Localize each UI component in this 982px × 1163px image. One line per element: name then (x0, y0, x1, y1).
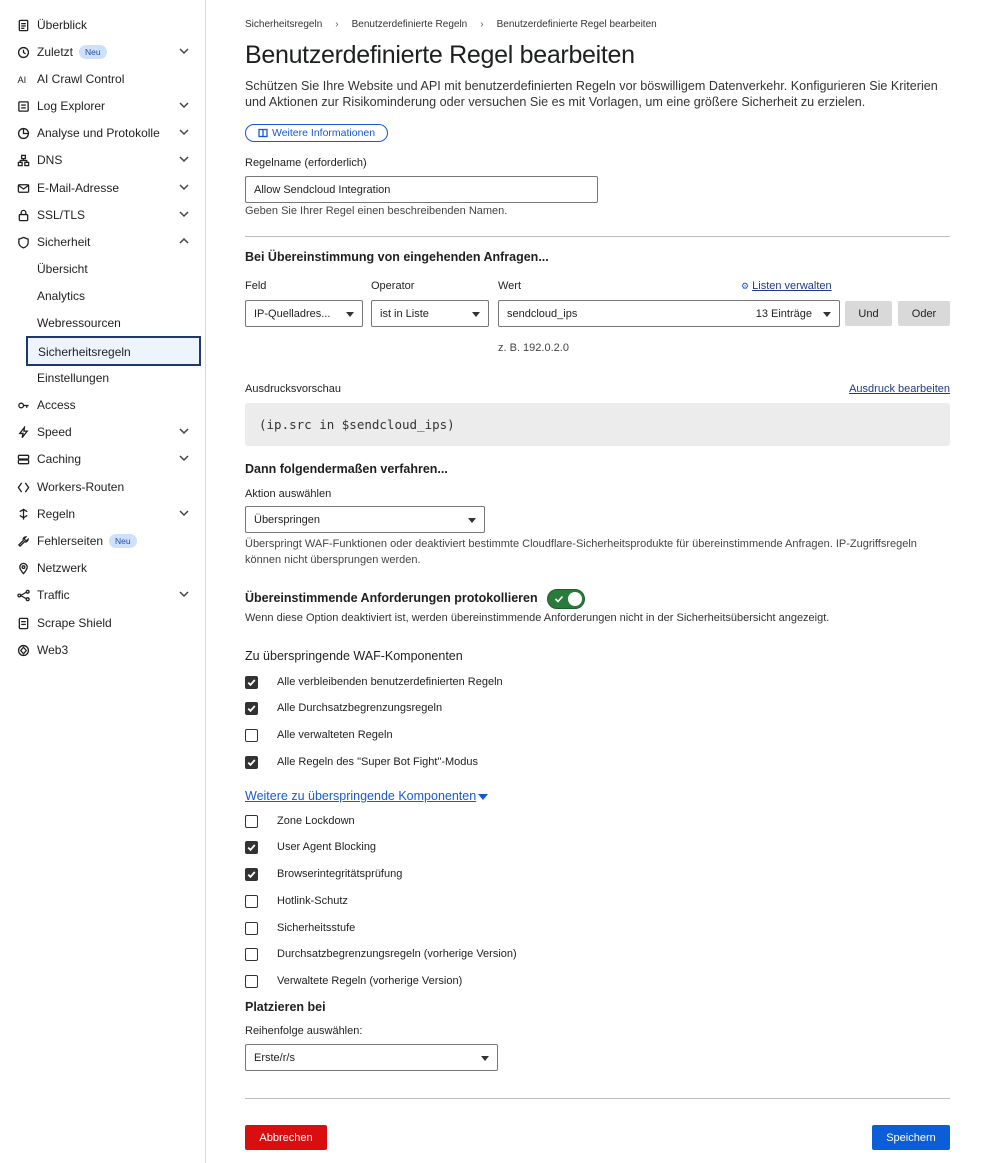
checkbox-row[interactable]: Alle verwalteten Regeln (245, 727, 258, 743)
checkbox[interactable] (245, 841, 258, 854)
sidebar-item-email[interactable] (16, 178, 192, 198)
checkbox-row[interactable]: Alle Durchsatzbegrenzungsregeln (245, 700, 258, 716)
checkbox-row[interactable]: Verwaltete Regeln (vorherige Version) (245, 973, 258, 989)
action-label: Aktion auswählen (245, 488, 332, 500)
bolt-icon (16, 425, 30, 439)
more-components-link[interactable]: Weitere zu überspringende Komponenten (245, 789, 488, 803)
email-icon (16, 181, 30, 195)
checkbox[interactable] (245, 868, 258, 881)
caret-down-icon (468, 518, 476, 523)
history-icon (16, 45, 30, 59)
chevron-down-icon[interactable] (178, 425, 192, 439)
sidebar-item-overview[interactable] (16, 15, 192, 35)
checkbox[interactable] (245, 756, 258, 769)
sidebar-item-label: Netzwerk (37, 561, 88, 575)
sidebar-item-label: Traffic (37, 588, 70, 602)
rule-name-label: Regelname (erforderlich) (245, 157, 367, 169)
sidebar-item-label: Regeln (37, 507, 76, 521)
sidebar-item-label: Zuletzt (37, 45, 74, 59)
traffic-icon (16, 588, 30, 602)
manage-lists-link[interactable]: ⚙ Listen verwalten (741, 280, 832, 292)
breadcrumb-separator: › (480, 19, 484, 30)
sidebar-item-label: Überblick (37, 18, 88, 32)
log-help: Wenn diese Option deaktiviert ist, werden übereinstimmende Anforderungen nicht in der Sicherheitsübersicht angezeigt. (245, 612, 830, 624)
action-help: Überspringt WAF-Funktionen oder deaktiviert bestimmte Cloudflare-Sicherheitsprodukte für übereinstimmende Anfragen. IP-Zugriffsregeln können nicht übersprungen werden. (245, 538, 917, 566)
scrape-icon (16, 616, 30, 630)
sidebar-item-label: Scrape Shield (37, 616, 112, 630)
caret-down-icon (346, 312, 354, 317)
sidebar-item-label: DNS (37, 153, 63, 167)
breadcrumb-separator: › (335, 19, 339, 30)
order-label: Reihenfolge auswählen: (245, 1025, 363, 1037)
caret-down-icon (481, 1056, 489, 1061)
checkbox-row[interactable]: Hotlink-Schutz (245, 893, 258, 909)
checkbox-row[interactable]: Sicherheitsstufe (245, 920, 258, 936)
field-label: Feld (245, 280, 267, 292)
book-icon (258, 128, 268, 138)
checkbox-row[interactable]: Zone Lockdown (245, 813, 258, 829)
chevron-down-icon[interactable] (178, 452, 192, 466)
and-button[interactable]: Und (845, 301, 892, 326)
sidebar-subitem-analytics[interactable]: Analytics (37, 289, 86, 303)
sidebar-item-workers-routes[interactable] (16, 477, 192, 497)
place-heading: Platzieren bei (245, 1000, 326, 1014)
sidebar-item-ssl-tls[interactable] (16, 205, 192, 225)
edit-expression-link[interactable]: Ausdruck bearbeiten (849, 383, 950, 395)
cancel-button[interactable]: Abbrechen (245, 1125, 327, 1150)
expression-preview: (ip.src in $sendcloud_ips) (245, 403, 950, 446)
checkmark-icon (554, 593, 565, 604)
match-heading: Bei Übereinstimmung von eingehenden Anfragen... (245, 250, 549, 264)
log-toggle[interactable] (547, 589, 585, 609)
sidebar-item-recent[interactable] (16, 42, 192, 62)
checkbox-row[interactable]: Browserintegritätsprüfung (245, 866, 258, 882)
or-button[interactable]: Oder (898, 301, 950, 326)
chevron-down-icon[interactable] (178, 181, 192, 195)
caret-down-icon (472, 312, 480, 317)
chevron-down-icon[interactable] (178, 208, 192, 222)
sidebar-item-rules[interactable] (16, 504, 192, 524)
sidebar-subitem-web-assets[interactable]: Webressourcen (37, 316, 121, 330)
value-example: z. B. 192.0.2.0 (498, 342, 569, 354)
sidebar-item-speed[interactable] (16, 422, 192, 442)
sidebar-item-error-pages[interactable] (16, 531, 192, 551)
chevron-down-icon[interactable] (178, 588, 192, 602)
save-button[interactable]: Speichern (872, 1125, 950, 1150)
network-icon (16, 153, 30, 167)
sidebar-item-web3[interactable] (16, 640, 192, 660)
shield-icon (16, 235, 30, 249)
checkbox-row[interactable]: Alle Regeln des "Super Bot Fight"-Modus (245, 754, 258, 770)
new-badge: Neu (109, 534, 137, 548)
sidebar-item-network[interactable] (16, 558, 192, 578)
value-count: 13 Einträge (755, 308, 812, 320)
access-icon (16, 398, 30, 412)
gear-icon: ⚙ (741, 281, 750, 291)
checkbox[interactable] (245, 948, 258, 961)
breadcrumb-item[interactable]: Benutzerdefinierte Regeln (351, 19, 468, 30)
sidebar-subitem-settings[interactable]: Einstellungen (37, 371, 110, 385)
action-heading: Dann folgendermaßen verfahren... (245, 462, 448, 476)
checkbox-row[interactable]: User Agent Blocking (245, 839, 258, 855)
chevron-down-icon[interactable] (178, 507, 192, 521)
sidebar-item-label: Web3 (37, 643, 69, 657)
chevron-down-icon[interactable] (178, 45, 192, 59)
sidebar-subitem-overview[interactable]: Übersicht (37, 262, 88, 276)
rule-name-help: Geben Sie Ihrer Regel einen beschreibenden Namen. (245, 205, 508, 217)
sidebar-item-label: Sicherheit (37, 235, 91, 249)
sidebar-item-caching[interactable] (16, 449, 192, 469)
sidebar-item-label: Log Explorer (37, 99, 106, 113)
more-info-label: Weitere Informationen (272, 127, 376, 139)
sidebar-subitem-security-rules[interactable]: Sicherheitsregeln (26, 336, 201, 366)
checkbox[interactable] (245, 922, 258, 935)
value-label: Wert (498, 280, 522, 292)
action-select[interactable]: Überspringen (245, 506, 485, 533)
sidebar-item-traffic[interactable] (16, 585, 192, 605)
operator-select[interactable]: ist in Liste (371, 300, 489, 327)
field-select[interactable]: IP-Quelladres... (245, 300, 363, 327)
document-icon (16, 18, 30, 32)
log-heading: Übereinstimmende Anforderungen protokollieren (245, 591, 538, 605)
sidebar-item-label: SSL/TLS (37, 208, 86, 222)
sidebar-item-security[interactable] (16, 232, 192, 252)
rule-name-input[interactable]: Allow Sendcloud Integration (245, 176, 598, 203)
location-icon (16, 561, 30, 575)
sidebar-item-label: Caching (37, 452, 82, 466)
workers-icon (16, 480, 30, 494)
divider (245, 236, 950, 237)
log-icon (16, 99, 30, 113)
divider (245, 1098, 950, 1099)
sidebar-item-label: AI Crawl Control (37, 72, 125, 86)
sidebar-item-log-explorer[interactable] (16, 96, 192, 116)
checkbox-row[interactable]: Durchsatzbegrenzungsregeln (vorherige Version) (245, 946, 258, 962)
caret-down-icon (478, 794, 488, 800)
breadcrumb-item[interactable]: Sicherheitsregeln (245, 19, 323, 30)
rules-icon (16, 507, 30, 521)
operator-label: Operator (371, 280, 415, 292)
toggle-knob (568, 592, 582, 606)
value-select[interactable]: sendcloud_ips 13 Einträge (498, 300, 840, 327)
checkbox[interactable] (245, 895, 258, 908)
sidebar-item-label: Analyse und Protokolle (37, 126, 160, 140)
chevron-up-icon[interactable] (178, 235, 192, 249)
sidebar-item-label: Fehlerseiten (37, 534, 104, 548)
sidebar (0, 0, 206, 1163)
lock-icon (16, 208, 30, 222)
ai-icon (16, 72, 30, 86)
sidebar-item-access[interactable] (16, 395, 192, 415)
page-description: Schützen Sie Ihre Website und API mit benutzerdefinierten Regeln vor böswilligem Datenverkehr. Konfigurieren Sie Kriterien und Aktionen zur Risikominderung oder versuchen Sie es mit Vorlagen, um eine größere Sicherheit zu erzielen. (245, 79, 938, 109)
web3-icon (16, 643, 30, 657)
checkbox[interactable] (245, 815, 258, 828)
sidebar-item-analytics-logs[interactable] (16, 123, 192, 143)
breadcrumb (245, 19, 657, 30)
waf-heading: Zu überspringende WAF-Komponenten (245, 649, 463, 663)
caret-down-icon (823, 312, 831, 317)
more-info-button[interactable] (245, 124, 388, 142)
checkbox-row[interactable]: Alle verbleibenden benutzerdefinierten Regeln (245, 674, 258, 690)
chevron-down-icon[interactable] (178, 153, 192, 167)
new-badge: Neu (79, 45, 107, 59)
checkbox[interactable] (245, 676, 258, 689)
checkbox[interactable] (245, 975, 258, 988)
expression-label: Ausdrucksvorschau (245, 383, 341, 395)
breadcrumb-item-current: Benutzerdefinierte Regel bearbeiten (496, 19, 657, 30)
chart-pie-icon (16, 126, 30, 140)
order-select[interactable]: Erste/r/s (245, 1044, 498, 1071)
sidebar-item-label: Workers-Routen (37, 480, 125, 494)
sidebar-item-label: E-Mail-Adresse (37, 181, 120, 195)
sidebar-item-dns[interactable] (16, 150, 192, 170)
sidebar-item-ai-crawl-control[interactable] (16, 69, 192, 89)
svg-text:AI: AI (16, 74, 26, 85)
sidebar-item-label: Speed (37, 425, 72, 439)
checkbox[interactable] (245, 729, 258, 742)
chevron-down-icon[interactable] (178, 126, 192, 140)
wrench-icon (16, 534, 30, 548)
sidebar-item-scrape-shield[interactable] (16, 613, 192, 633)
sidebar-item-label: Access (37, 398, 76, 412)
chevron-down-icon[interactable] (178, 99, 192, 113)
page-title: Benutzerdefinierte Regel bearbeiten (245, 41, 635, 69)
checkbox[interactable] (245, 702, 258, 715)
database-icon (16, 452, 30, 466)
